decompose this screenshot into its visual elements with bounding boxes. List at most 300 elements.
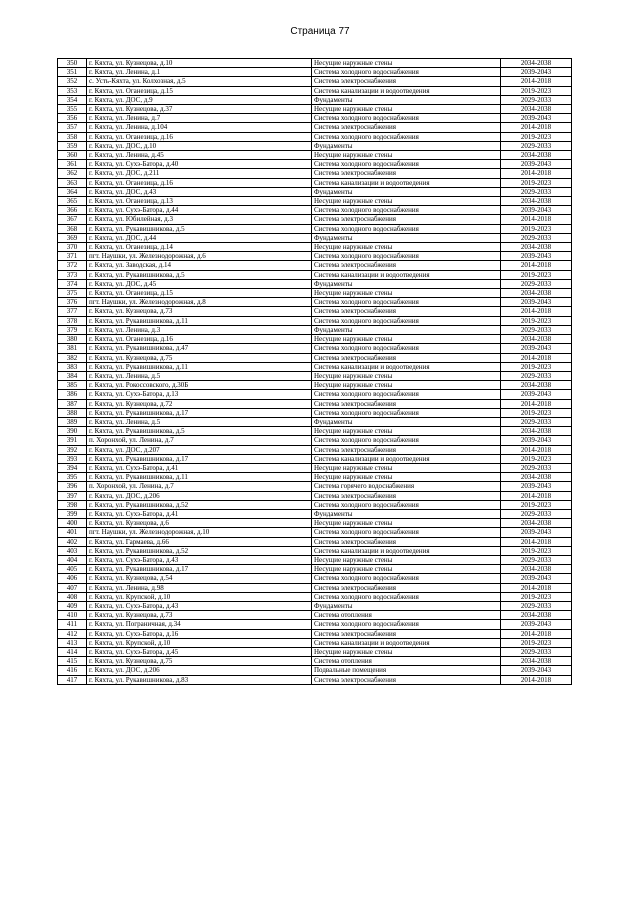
address-cell: г. Кяхта, ул. Оганезица, д.14 [87, 243, 312, 252]
period-cell: 2014-2018 [501, 353, 572, 362]
period-cell: 2034-2038 [501, 289, 572, 298]
period-cell: 2014-2018 [501, 307, 572, 316]
address-cell: г. Кяхта, ул. Сухэ-Батора, д.13 [87, 390, 312, 399]
period-cell: 2029-2033 [501, 187, 572, 196]
table-row [58, 427, 572, 436]
table-row [58, 381, 572, 390]
address-cell: г. Кяхта, ул. Оганезица, д.16 [87, 178, 312, 187]
period-cell: 2034-2038 [501, 59, 572, 68]
row-number-cell: 397 [58, 491, 87, 500]
period-cell: 2014-2018 [501, 445, 572, 454]
table-row [58, 160, 572, 169]
period-cell: 2029-2033 [501, 141, 572, 150]
table-row [58, 335, 572, 344]
system-cell: Система канализации и водоотведения [312, 546, 501, 555]
table-row [58, 298, 572, 307]
system-cell: Система электроснабжения [312, 399, 501, 408]
row-number-cell: 372 [58, 261, 87, 270]
row-number-cell: 395 [58, 473, 87, 482]
system-cell: Система холодного водоснабжения [312, 132, 501, 141]
system-cell: Система отопления [312, 657, 501, 666]
period-cell: 2014-2018 [501, 123, 572, 132]
address-cell: г. Кяхта, ул. ДОС, д.43 [87, 187, 312, 196]
system-cell: Система холодного водоснабжения [312, 500, 501, 509]
row-number-cell: 403 [58, 546, 87, 555]
address-cell: п. Хоронхой, ул. Ленина, д.7 [87, 482, 312, 491]
row-number-cell: 360 [58, 151, 87, 160]
system-cell: Несущие наружные стены [312, 381, 501, 390]
system-cell: Несущие наружные стены [312, 151, 501, 160]
row-number-cell: 355 [58, 105, 87, 114]
table-row [58, 353, 572, 362]
period-cell: 2029-2033 [501, 417, 572, 426]
row-number-cell: 410 [58, 611, 87, 620]
row-number-cell: 369 [58, 233, 87, 242]
table-row [58, 648, 572, 657]
table-row [58, 371, 572, 380]
row-number-cell: 392 [58, 445, 87, 454]
table-row [58, 399, 572, 408]
system-cell: Система холодного водоснабжения [312, 344, 501, 353]
system-cell: Фундаменты [312, 509, 501, 518]
period-cell: 2034-2038 [501, 243, 572, 252]
address-cell: г. Кяхта, ул. ДОС, д.207 [87, 445, 312, 454]
address-cell: пгт. Наушки, ул. Железнодорожная, д.6 [87, 252, 312, 261]
table-row [58, 289, 572, 298]
period-cell: 2014-2018 [501, 77, 572, 86]
address-cell: г. Кяхта, ул. Сухэ-Батора, д.40 [87, 160, 312, 169]
address-cell: г. Кяхта, ул. ДОС, д.9 [87, 95, 312, 104]
address-cell: пгт. Наушки, ул. Железнодорожная, д.10 [87, 528, 312, 537]
table-row [58, 509, 572, 518]
table-row [58, 436, 572, 445]
row-number-cell: 350 [58, 59, 87, 68]
period-cell: 2029-2033 [501, 325, 572, 334]
table-row [58, 592, 572, 601]
system-cell: Несущие наружные стены [312, 519, 501, 528]
address-cell: г. Кяхта, ул. Крупской, д.10 [87, 592, 312, 601]
row-number-cell: 405 [58, 565, 87, 574]
address-cell: г. Кяхта, ул. Сухэ-Батора, д.41 [87, 463, 312, 472]
system-cell: Система электроснабжения [312, 307, 501, 316]
period-cell: 2014-2018 [501, 537, 572, 546]
address-cell: г. Кяхта, ул. Кузнецова, д.10 [87, 59, 312, 68]
period-cell: 2014-2018 [501, 215, 572, 224]
table-row [58, 601, 572, 610]
system-cell: Система холодного водоснабжения [312, 68, 501, 77]
table-row [58, 233, 572, 242]
period-cell: 2034-2038 [501, 197, 572, 206]
address-cell: г. Кяхта, ул. Рокоссовского, д.30Б [87, 381, 312, 390]
period-cell: 2019-2023 [501, 638, 572, 647]
row-number-cell: 396 [58, 482, 87, 491]
system-cell: Несущие наружные стены [312, 335, 501, 344]
period-cell: 2039-2043 [501, 390, 572, 399]
table-row [58, 114, 572, 123]
row-number-cell: 356 [58, 114, 87, 123]
system-cell: Система электроснабжения [312, 445, 501, 454]
period-cell: 2014-2018 [501, 675, 572, 684]
period-cell: 2019-2023 [501, 316, 572, 325]
row-number-cell: 388 [58, 408, 87, 417]
system-cell: Система электроснабжения [312, 583, 501, 592]
table-row [58, 132, 572, 141]
row-number-cell: 358 [58, 132, 87, 141]
system-cell: Несущие наружные стены [312, 427, 501, 436]
row-number-cell: 398 [58, 500, 87, 509]
row-number-cell: 364 [58, 187, 87, 196]
system-cell: Система холодного водоснабжения [312, 574, 501, 583]
system-cell: Фундаменты [312, 279, 501, 288]
row-number-cell: 408 [58, 592, 87, 601]
table-row [58, 151, 572, 160]
address-cell: г. Кяхта, ул. Гармаева, д.66 [87, 537, 312, 546]
system-cell: Система холодного водоснабжения [312, 206, 501, 215]
row-number-cell: 393 [58, 454, 87, 463]
row-number-cell: 382 [58, 353, 87, 362]
row-number-cell: 384 [58, 371, 87, 380]
row-number-cell: 400 [58, 519, 87, 528]
period-cell: 2014-2018 [501, 399, 572, 408]
address-cell: г. Кяхта, ул. Оганезица, д.16 [87, 335, 312, 344]
address-cell: г. Кяхта, ул. Юбилейная, д.3 [87, 215, 312, 224]
table-row [58, 565, 572, 574]
system-cell: Система холодного водоснабжения [312, 160, 501, 169]
address-cell: г. Кяхта, ул. Заводская, д.14 [87, 261, 312, 270]
row-number-cell: 387 [58, 399, 87, 408]
address-cell: г. Кяхта, ул. Кузнецова, д.75 [87, 353, 312, 362]
address-cell: г. Кяхта, ул. Ленина, д.5 [87, 371, 312, 380]
period-cell: 2039-2043 [501, 298, 572, 307]
system-cell: Система электроснабжения [312, 537, 501, 546]
row-number-cell: 366 [58, 206, 87, 215]
period-cell: 2019-2023 [501, 546, 572, 555]
row-number-cell: 411 [58, 620, 87, 629]
row-number-cell: 414 [58, 648, 87, 657]
period-cell: 2019-2023 [501, 178, 572, 187]
row-number-cell: 402 [58, 537, 87, 546]
period-cell: 2034-2038 [501, 473, 572, 482]
table-row [58, 638, 572, 647]
address-cell: г. Кяхта, ул. Кузнецова, д.6 [87, 519, 312, 528]
address-cell: г. Кяхта, ул. ДОС, д.206 [87, 491, 312, 500]
system-cell: Система электроснабжения [312, 123, 501, 132]
table-row [58, 537, 572, 546]
period-cell: 2019-2023 [501, 454, 572, 463]
table-row [58, 307, 572, 316]
period-cell: 2039-2043 [501, 436, 572, 445]
address-cell: г. Кяхта, ул. Рукавишникова, д.17 [87, 565, 312, 574]
system-cell: Несущие наружные стены [312, 555, 501, 564]
row-number-cell: 412 [58, 629, 87, 638]
system-cell: Несущие наружные стены [312, 197, 501, 206]
period-cell: 2039-2043 [501, 252, 572, 261]
table-row [58, 261, 572, 270]
row-number-cell: 365 [58, 197, 87, 206]
table-row [58, 206, 572, 215]
row-number-cell: 354 [58, 95, 87, 104]
period-cell: 2019-2023 [501, 500, 572, 509]
address-cell: г. Кяхта, ул. ДОС, д.10 [87, 141, 312, 150]
table-row [58, 123, 572, 132]
row-number-cell: 351 [58, 68, 87, 77]
table-row [58, 86, 572, 95]
system-cell: Система холодного водоснабжения [312, 408, 501, 417]
period-cell: 2029-2033 [501, 555, 572, 564]
system-cell: Несущие наружные стены [312, 565, 501, 574]
period-cell: 2034-2038 [501, 427, 572, 436]
system-cell: Система электроснабжения [312, 675, 501, 684]
table-row [58, 68, 572, 77]
row-number-cell: 386 [58, 390, 87, 399]
address-cell: г. Кяхта, ул. Пограничная, д.34 [87, 620, 312, 629]
period-cell: 2019-2023 [501, 408, 572, 417]
address-cell: г. Кяхта, ул. Кузнецова, д.54 [87, 574, 312, 583]
system-cell: Система электроснабжения [312, 491, 501, 500]
system-cell: Система холодного водоснабжения [312, 390, 501, 399]
period-cell: 2019-2023 [501, 592, 572, 601]
address-cell: г. Кяхта, ул. Рукавишникова, д.11 [87, 473, 312, 482]
table-row [58, 657, 572, 666]
row-number-cell: 361 [58, 160, 87, 169]
row-number-cell: 409 [58, 601, 87, 610]
table-row [58, 463, 572, 472]
period-cell: 2029-2033 [501, 95, 572, 104]
address-cell: г. Кяхта, ул. Рукавишникова, д.5 [87, 427, 312, 436]
table-row [58, 417, 572, 426]
address-cell: пгт. Наушки, ул. Железнодорожная, д.8 [87, 298, 312, 307]
system-cell: Система электроснабжения [312, 215, 501, 224]
table-row [58, 491, 572, 500]
row-number-cell: 377 [58, 307, 87, 316]
table-row [58, 105, 572, 114]
row-number-cell: 385 [58, 381, 87, 390]
table-row [58, 555, 572, 564]
row-number-cell: 406 [58, 574, 87, 583]
row-number-cell: 363 [58, 178, 87, 187]
table-row [58, 95, 572, 104]
system-cell: Система холодного водоснабжения [312, 114, 501, 123]
address-cell: с. Усть-Кяхта, ул. Колхозная, д.5 [87, 77, 312, 86]
table-row [58, 583, 572, 592]
period-cell: 2039-2043 [501, 206, 572, 215]
address-cell: г. Кяхта, ул. Сухэ-Батора, д.44 [87, 206, 312, 215]
table-row [58, 243, 572, 252]
period-cell: 2019-2023 [501, 224, 572, 233]
table-row [58, 187, 572, 196]
table-row [58, 528, 572, 537]
period-cell: 2039-2043 [501, 482, 572, 491]
period-cell: 2039-2043 [501, 574, 572, 583]
row-number-cell: 394 [58, 463, 87, 472]
address-cell: г. Кяхта, ул. Ленина, д.3 [87, 325, 312, 334]
row-number-cell: 401 [58, 528, 87, 537]
table-row [58, 454, 572, 463]
table-row [58, 408, 572, 417]
period-cell: 2014-2018 [501, 583, 572, 592]
address-cell: г. Кяхта, ул. ДОС, д.206 [87, 666, 312, 675]
row-number-cell: 368 [58, 224, 87, 233]
row-number-cell: 375 [58, 289, 87, 298]
period-cell: 2039-2043 [501, 620, 572, 629]
period-cell: 2039-2043 [501, 160, 572, 169]
address-cell: г. Кяхта, ул. Ленина, д.45 [87, 151, 312, 160]
period-cell: 2034-2038 [501, 611, 572, 620]
address-cell: г. Кяхта, ул. Рукавишникова, д.17 [87, 454, 312, 463]
system-cell: Несущие наружные стены [312, 59, 501, 68]
address-cell: г. Кяхта, ул. Ленина, д.104 [87, 123, 312, 132]
row-number-cell: 415 [58, 657, 87, 666]
period-cell: 2039-2043 [501, 666, 572, 675]
period-cell: 2014-2018 [501, 169, 572, 178]
address-cell: г. Кяхта, ул. Рукавишникова, д.52 [87, 500, 312, 509]
address-cell: г. Кяхта, ул. ДОС, д.44 [87, 233, 312, 242]
row-number-cell: 380 [58, 335, 87, 344]
address-cell: г. Кяхта, ул. Рукавишникова, д.11 [87, 362, 312, 371]
system-cell: Система электроснабжения [312, 353, 501, 362]
row-number-cell: 353 [58, 86, 87, 95]
row-number-cell: 378 [58, 316, 87, 325]
table-row [58, 178, 572, 187]
system-cell: Система электроснабжения [312, 629, 501, 638]
period-cell: 2034-2038 [501, 335, 572, 344]
system-cell: Система отопления [312, 611, 501, 620]
table-row [58, 252, 572, 261]
address-cell: г. Кяхта, ул. Рукавишникова, д.52 [87, 546, 312, 555]
table-row [58, 620, 572, 629]
row-number-cell: 390 [58, 427, 87, 436]
address-cell: г. Кяхта, ул. Оганезица, д.15 [87, 289, 312, 298]
address-cell: г. Кяхта, ул. Рукавишникова, д.5 [87, 224, 312, 233]
page-title: Страница 77 [290, 26, 350, 37]
repair-schedule-table [57, 58, 572, 685]
period-cell: 2034-2038 [501, 519, 572, 528]
system-cell: Система канализации и водоотведения [312, 178, 501, 187]
period-cell: 2034-2038 [501, 565, 572, 574]
system-cell: Система электроснабжения [312, 261, 501, 270]
system-cell: Несущие наружные стены [312, 473, 501, 482]
row-number-cell: 381 [58, 344, 87, 353]
table-row [58, 546, 572, 555]
row-number-cell: 389 [58, 417, 87, 426]
table-row [58, 279, 572, 288]
period-cell: 2019-2023 [501, 86, 572, 95]
address-cell: г. Кяхта, ул. Ленина, д.7 [87, 114, 312, 123]
system-cell: Система холодного водоснабжения [312, 620, 501, 629]
row-number-cell: 357 [58, 123, 87, 132]
address-cell: г. Кяхта, ул. Ленина, д.1 [87, 68, 312, 77]
row-number-cell: 407 [58, 583, 87, 592]
table-row [58, 59, 572, 68]
table-row [58, 500, 572, 509]
system-cell: Фундаменты [312, 187, 501, 196]
period-cell: 2034-2038 [501, 381, 572, 390]
period-cell: 2014-2018 [501, 491, 572, 500]
system-cell: Несущие наружные стены [312, 105, 501, 114]
system-cell: Система канализации и водоотведения [312, 454, 501, 463]
table-row [58, 77, 572, 86]
table-row [58, 482, 572, 491]
address-cell: г. Кяхта, ул. Рукавишникова, д.47 [87, 344, 312, 353]
address-cell: г. Кяхта, ул. Крупской, д.10 [87, 638, 312, 647]
address-cell: г. Кяхта, ул. Сухэ-Батора, д.45 [87, 648, 312, 657]
table-row [58, 344, 572, 353]
system-cell: Фундаменты [312, 417, 501, 426]
period-cell: 2034-2038 [501, 151, 572, 160]
period-cell: 2034-2038 [501, 105, 572, 114]
row-number-cell: 370 [58, 243, 87, 252]
address-cell: г. Кяхта, ул. Кузнецова, д.73 [87, 307, 312, 316]
row-number-cell: 352 [58, 77, 87, 86]
row-number-cell: 367 [58, 215, 87, 224]
system-cell: Система горячего водоснабжения [312, 482, 501, 491]
address-cell: г. Кяхта, ул. Кузнецова, д.37 [87, 105, 312, 114]
row-number-cell: 373 [58, 270, 87, 279]
table-row [58, 629, 572, 638]
system-cell: Система холодного водоснабжения [312, 436, 501, 445]
system-cell: Подвальные помещения [312, 666, 501, 675]
row-number-cell: 362 [58, 169, 87, 178]
period-cell: 2039-2043 [501, 68, 572, 77]
table-row [58, 316, 572, 325]
table-row [58, 666, 572, 675]
table-body [58, 59, 572, 685]
system-cell: Фундаменты [312, 95, 501, 104]
table-row [58, 675, 572, 684]
system-cell: Несущие наружные стены [312, 648, 501, 657]
period-cell: 2019-2023 [501, 362, 572, 371]
row-number-cell: 417 [58, 675, 87, 684]
address-cell: г. Кяхта, ул. Ленина, д.98 [87, 583, 312, 592]
address-cell: г. Кяхта, ул. Сухэ-Батора, д.43 [87, 555, 312, 564]
address-cell: г. Кяхта, ул. Сухэ-Батора, д.43 [87, 601, 312, 610]
row-number-cell: 383 [58, 362, 87, 371]
system-cell: Несущие наружные стены [312, 371, 501, 380]
row-number-cell: 374 [58, 279, 87, 288]
table-row [58, 270, 572, 279]
system-cell: Фундаменты [312, 141, 501, 150]
address-cell: г. Кяхта, ул. ДОС, д.45 [87, 279, 312, 288]
address-cell: п. Хоронхой, ул. Ленина, д.7 [87, 436, 312, 445]
period-cell: 2029-2033 [501, 601, 572, 610]
table-row [58, 197, 572, 206]
address-cell: г. Кяхта, ул. Оганезица, д.13 [87, 197, 312, 206]
address-cell: г. Кяхта, ул. Оганезица, д.16 [87, 132, 312, 141]
table-row [58, 574, 572, 583]
address-cell: г. Кяхта, ул. Кузнецова, д.75 [87, 657, 312, 666]
system-cell: Система холодного водоснабжения [312, 316, 501, 325]
address-cell: г. Кяхта, ул. Сухэ-Батора, д.16 [87, 629, 312, 638]
period-cell: 2034-2038 [501, 657, 572, 666]
period-cell: 2029-2033 [501, 279, 572, 288]
system-cell: Система холодного водоснабжения [312, 224, 501, 233]
row-number-cell: 413 [58, 638, 87, 647]
system-cell: Система холодного водоснабжения [312, 592, 501, 601]
system-cell: Несущие наружные стены [312, 243, 501, 252]
row-number-cell: 399 [58, 509, 87, 518]
system-cell: Фундаменты [312, 601, 501, 610]
table-row [58, 390, 572, 399]
row-number-cell: 359 [58, 141, 87, 150]
table-row [58, 224, 572, 233]
row-number-cell: 371 [58, 252, 87, 261]
system-cell: Система электроснабжения [312, 77, 501, 86]
table-row [58, 141, 572, 150]
table-row [58, 169, 572, 178]
system-cell: Система холодного водоснабжения [312, 528, 501, 537]
row-number-cell: 376 [58, 298, 87, 307]
period-cell: 2019-2023 [501, 132, 572, 141]
